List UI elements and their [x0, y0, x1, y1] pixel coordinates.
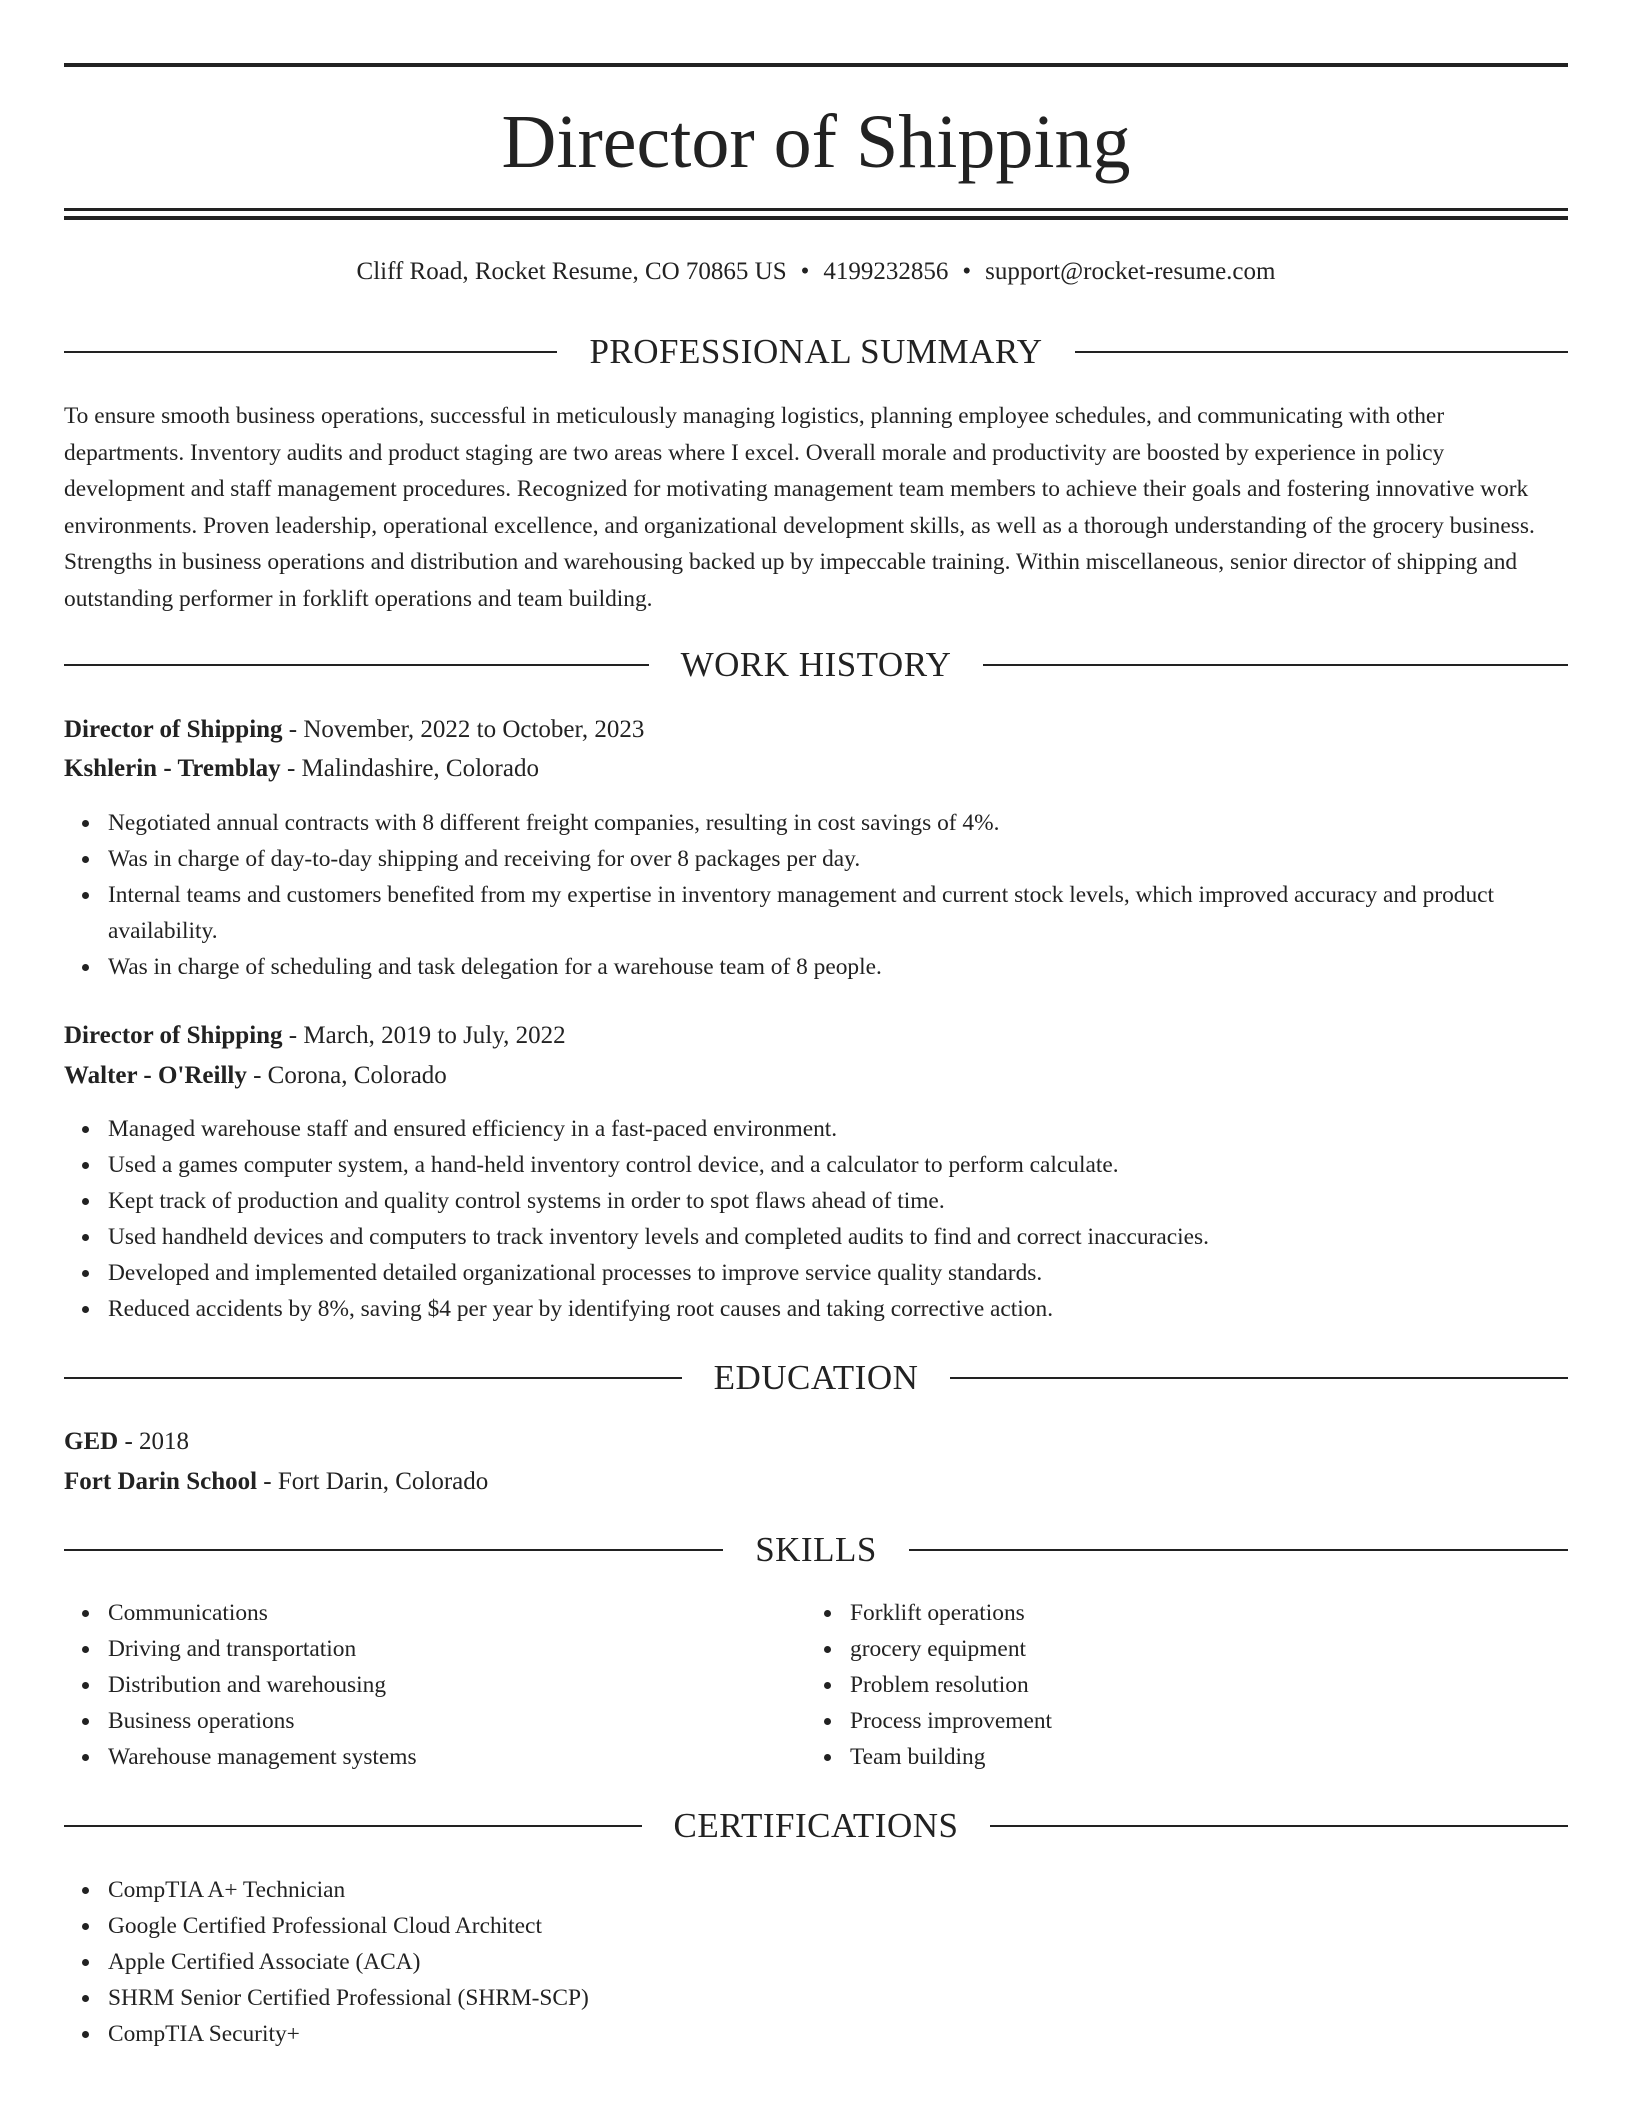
certifications-list — [64, 1872, 1568, 2052]
job-title: Director of Shipping — [64, 1022, 283, 1049]
job-company-line — [64, 1058, 1568, 1094]
heading-rule — [1075, 351, 1568, 353]
job-bullets — [64, 1111, 1568, 1327]
job-company-line — [64, 751, 1568, 787]
heading-rule — [64, 351, 557, 353]
contact-email: support@rocket-resume.com — [985, 258, 1276, 285]
job-company: Walter - O'Reilly — [64, 1062, 247, 1089]
job-title: Director of Shipping — [64, 716, 283, 743]
contact-line — [64, 254, 1568, 290]
education-location: - Fort Darin, Colorado — [257, 1468, 489, 1495]
contact-phone: 4199232856 — [823, 258, 949, 285]
job-company: Kshlerin - Tremblay — [64, 755, 281, 782]
certification-item: CompTIA A+ Technician — [64, 1872, 1568, 1908]
job-dates: - March, 2019 to July, 2022 — [282, 1022, 566, 1049]
heading-rule — [64, 664, 649, 666]
list-item: Was in charge of scheduling and task delegation for a warehouse team of 8 people. — [64, 949, 1568, 985]
section-heading-certifications — [64, 1804, 1568, 1848]
certification-item: Apple Certified Associate (ACA) — [64, 1944, 1568, 1980]
section-heading-summary — [64, 330, 1568, 374]
job-title-line — [64, 712, 1568, 748]
section-title: CERTIFICATIONS — [673, 1806, 959, 1845]
job-dates: - November, 2022 to October, 2023 — [282, 716, 645, 743]
section-heading-education — [64, 1356, 1568, 1400]
heading-rule — [64, 1377, 682, 1379]
certification-item: SHRM Senior Certified Professional (SHRM-SCP) — [64, 1980, 1568, 2016]
education-school-line — [64, 1464, 1568, 1500]
skill-item: Communications — [64, 1595, 804, 1631]
skills-list-left — [64, 1595, 804, 1775]
skills-list-right — [806, 1595, 1566, 1775]
education-degree: GED — [64, 1428, 119, 1455]
list-item: Kept track of production and quality control systems in order to spot flaws ahead of time. — [64, 1183, 1568, 1219]
skill-item: Driving and transportation — [64, 1631, 804, 1667]
list-item: Managed warehouse staff and ensured efficiency in a fast-paced environment. — [64, 1111, 1568, 1147]
section-heading-work-history — [64, 643, 1568, 687]
list-item: Developed and implemented detailed organizational processes to improve service quality standards. — [64, 1255, 1568, 1291]
list-item: Reduced accidents by 8%, saving $4 per year by identifying root causes and taking corrective action. — [64, 1291, 1568, 1327]
skill-item: Business operations — [64, 1703, 804, 1739]
title-double-rule — [64, 208, 1568, 220]
list-item: Used handheld devices and computers to track inventory levels and completed audits to find and correct inaccuracies. — [64, 1219, 1568, 1255]
skill-item: Problem resolution — [806, 1667, 1566, 1703]
job-location: - Malindashire, Colorado — [280, 755, 539, 782]
job-title-line — [64, 1018, 1568, 1054]
heading-rule — [950, 1377, 1568, 1379]
heading-rule — [64, 1549, 723, 1551]
contact-separator: • — [800, 258, 810, 285]
top-rule — [64, 63, 1568, 67]
education-school: Fort Darin School — [64, 1468, 258, 1495]
certification-item: CompTIA Security+ — [64, 2016, 1568, 2052]
list-item: Was in charge of day-to-day shipping and receiving for over 8 packages per day. — [64, 841, 1568, 877]
resume-title: Director of Shipping — [501, 100, 1131, 184]
summary-text: To ensure smooth business operations, successful in meticulously managing logistics, planning employee schedules, and communicating with other departments. Inventory audits and product staging are two areas where I excel. Overall morale and productivity are boosted by experience in policy development and staff management procedures. Recognized for motivating management team members to achieve their goals and fostering innovative work environments. Proven leadership, operational excellence, and organizational development skills, as well as a thorough understanding of the grocery business. Strengths in business operations and distribution and warehousing backed up by impeccable training. Within miscellaneous, senior director of shipping and outstanding performer in forklift operations and team building. — [64, 403, 1535, 612]
section-title: SKILLS — [755, 1530, 877, 1569]
skill-item: Forklift operations — [806, 1595, 1566, 1631]
education-year: - 2018 — [118, 1428, 190, 1455]
list-item: Used a games computer system, a hand-held inventory control device, and a calculator to perform calculate. — [64, 1147, 1568, 1183]
section-title: WORK HISTORY — [680, 645, 952, 684]
heading-rule — [990, 1825, 1568, 1827]
skill-item: grocery equipment — [806, 1631, 1566, 1667]
section-title: EDUCATION — [713, 1358, 919, 1397]
job-bullets — [64, 805, 1568, 985]
certification-item: Google Certified Professional Cloud Architect — [64, 1908, 1568, 1944]
skill-item: Warehouse management systems — [64, 1739, 804, 1775]
list-item: Negotiated annual contracts with 8 different freight companies, resulting in cost savings of 4%. — [64, 805, 1568, 841]
skill-item: Distribution and warehousing — [64, 1667, 804, 1703]
heading-rule — [64, 1825, 642, 1827]
contact-address: Cliff Road, Rocket Resume, CO 70865 US — [356, 258, 787, 285]
list-item: Internal teams and customers benefited from my expertise in inventory management and current stock levels, which improved accuracy and product availability. — [64, 877, 1568, 949]
education-degree-line — [64, 1424, 1568, 1460]
section-title: PROFESSIONAL SUMMARY — [589, 332, 1043, 371]
section-heading-skills — [64, 1528, 1568, 1572]
contact-separator: • — [962, 258, 972, 285]
heading-rule — [983, 664, 1568, 666]
skill-item: Team building — [806, 1739, 1566, 1775]
heading-rule — [909, 1549, 1568, 1551]
job-location: - Corona, Colorado — [246, 1062, 447, 1089]
skill-item: Process improvement — [806, 1703, 1566, 1739]
